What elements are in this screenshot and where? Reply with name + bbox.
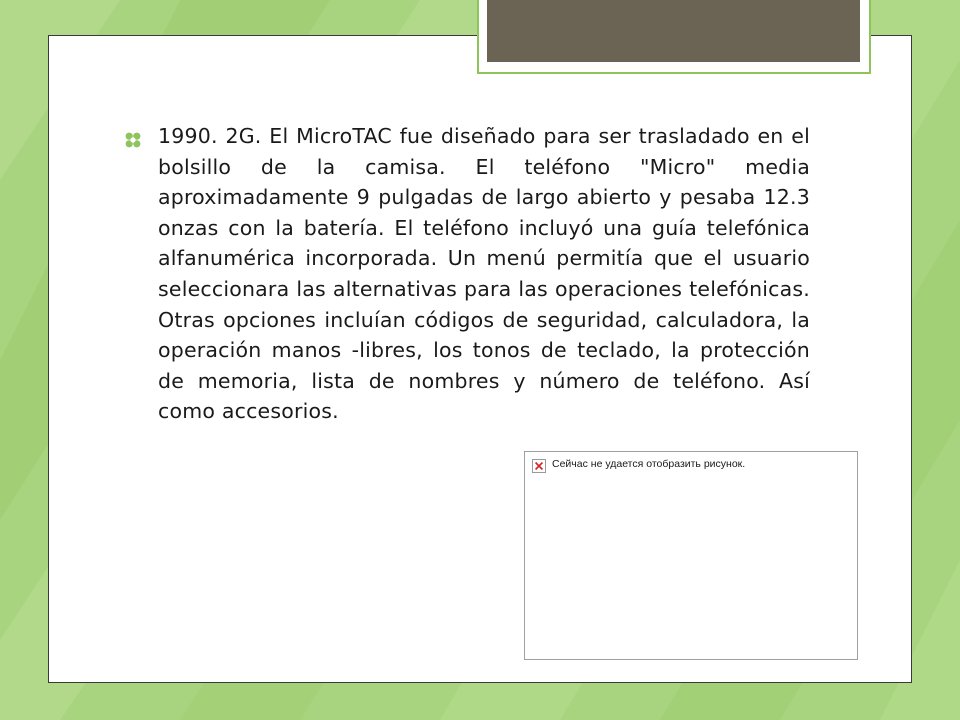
broken-image-icon	[532, 459, 546, 473]
title-tab	[487, 0, 860, 62]
image-error-message: Сейчас не удается отобразить рисунок.	[552, 458, 746, 470]
image-placeholder	[524, 451, 858, 660]
body-text: 1990. 2G. El MicroTAC fue diseñado para ser trasladado en el bolsillo de la camisa. El teléfono "Micro" media aproximadamente 9 pulgadas de largo abierto y pesaba 12.3 onzas con la batería. El teléfono incluyó una guía telefónica alfanumérica incorporada. Un menú permitía que el usuario seleccionara las alternativas para las operaciones telefónicas. Otras opciones incluían códigos de seguridad, calculadora, la operación manos -libres, los tonos de teclado, la protección de memoria, lista de nombres y número de teléfono. Así como accesorios.	[158, 124, 810, 424]
four-petal-bullet-icon	[124, 131, 142, 149]
